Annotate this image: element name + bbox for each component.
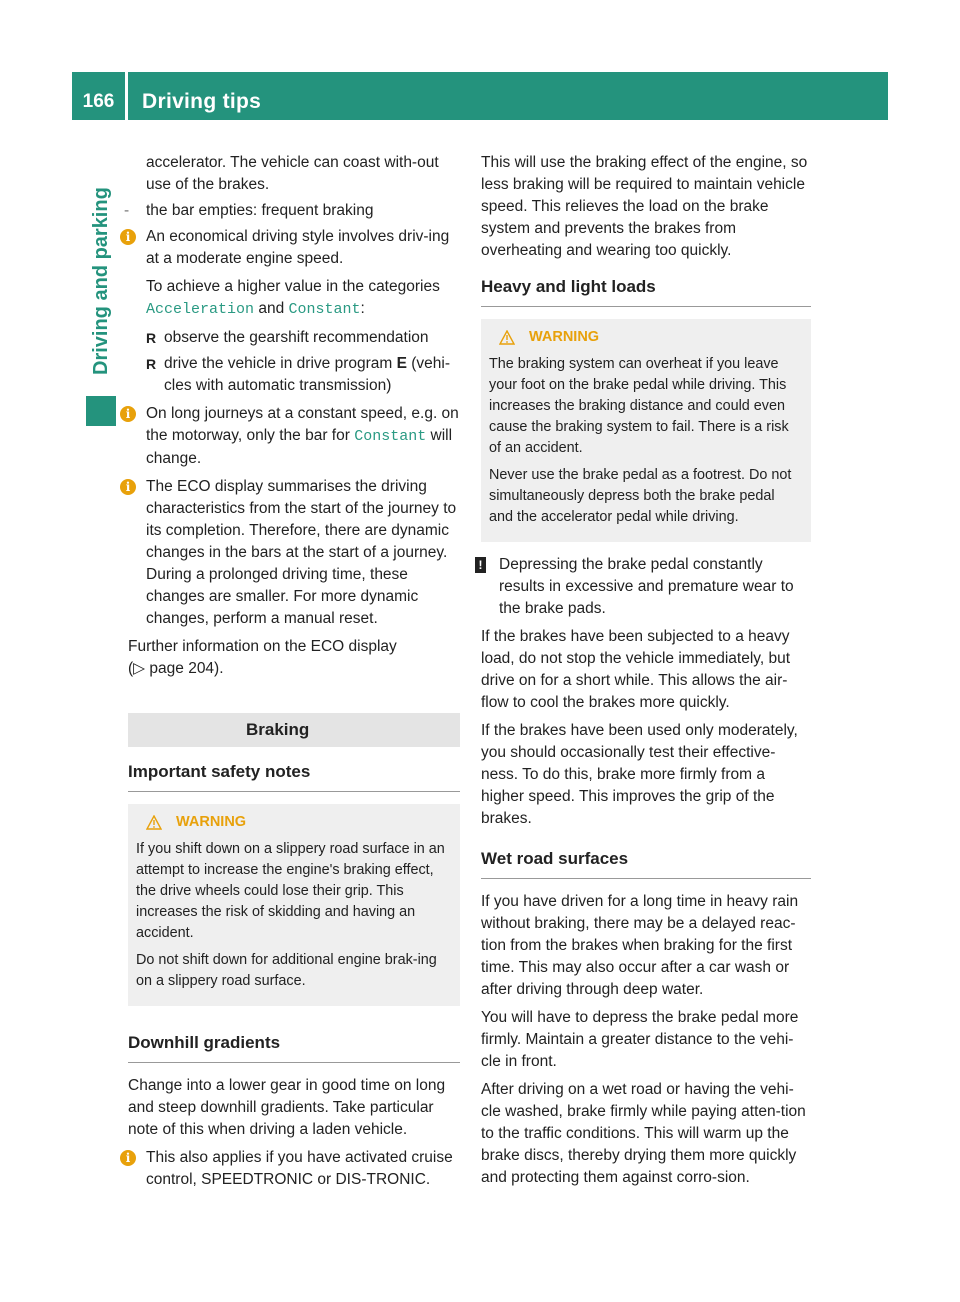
- note-item: ! Depressing the brake pedal constantly results in excessive and premature wear to the brake pads.: [481, 554, 811, 620]
- downhill-heading: Downhill gradients: [128, 1028, 460, 1063]
- page-number: 166: [82, 91, 115, 112]
- info-icon: i: [120, 479, 136, 495]
- page-reference-arrow: (▷: [128, 660, 146, 677]
- category-constant: Constant: [288, 301, 361, 318]
- info-note: i This also applies if you have activated cruise control, SPEEDTRONIC or DIS-TRONIC.: [128, 1147, 460, 1191]
- warning-box: [128, 804, 460, 1006]
- header-divider: [125, 72, 128, 120]
- wet-road-text: You will have to depress the brake pedal more firmly. Maintain a greater distance to the vehi-cle in front.: [481, 1009, 799, 1070]
- warning-box: [481, 319, 811, 542]
- category-acceleration: Acceleration: [146, 301, 255, 318]
- warning-text: Do not shift down for additional engine brak-ing on a slippery road surface.: [136, 952, 437, 989]
- bullet-item: R drive the vehicle in drive program E (vehi-cles with automatic transmission): [146, 355, 451, 394]
- moderate-use-text: If the brakes have been used only moderately, you should occasionally test their effective-ness. To do this, brake more firmly from a higher speed. This improves the grip of the brakes.: [481, 722, 798, 827]
- bullet-icon: R: [146, 356, 157, 372]
- right-column: [478, 152, 811, 1195]
- warning-text: The braking system can overheat if you leave your foot on the brake pedal while driving. This increases the braking distance and could even cause the braking system to fail. There is a risk of an accident.: [489, 356, 789, 456]
- section-title: Driving tips: [142, 90, 262, 113]
- wet-road-heading: Wet road surfaces: [481, 844, 811, 879]
- braking-heading: Braking: [128, 713, 460, 747]
- exclamation-icon: !: [475, 557, 486, 573]
- category-constant: Constant: [354, 428, 427, 445]
- info-text-categories: To achieve a higher value in the categories Acceleration and Constant:: [146, 278, 440, 318]
- info-icon: i: [120, 229, 136, 245]
- info-note: i The ECO display summarises the driving characteristics from the start of the journey to its completion. Therefore, there are dynamic changes in the bars at the start of a journey. During a prolonged driving time, these changes are smaller. For more dynamic changes, perform a manual reset.: [128, 476, 460, 630]
- bullet-item: R observe the gearshift recommendation: [146, 327, 460, 349]
- warning-text: Never use the brake pedal as a footrest. Do not simultaneously depress both the brake pedal and the accelerator pedal while driving.: [489, 467, 792, 525]
- page-reference[interactable]: [128, 658, 460, 680]
- wet-road-text: After driving on a wet road or having the vehi-cle washed, brake firmly while paying atten-tion to the traffic conditions. This will warm up the brake discs, thereby drying them more quickly and protecting them against corro-sion.: [481, 1081, 806, 1186]
- dash-marker: -: [124, 202, 130, 219]
- dash-item-text: the bar empties: frequent braking: [146, 202, 374, 219]
- info-icon: i: [120, 1150, 136, 1166]
- side-tab-marker: [86, 396, 116, 426]
- further-info-text: Further information on the ECO display: [128, 638, 397, 655]
- loads-heading: Heavy and light loads: [481, 272, 811, 307]
- heavy-load-text: If the brakes have been subjected to a heavy load, do not stop the vehicle immediately, but drive on for a short while. This allows the air-flow to cool the brakes more quickly.: [481, 628, 791, 711]
- continued-text: accelerator. The vehicle can coast with-out use of the brakes.: [146, 154, 439, 193]
- warning-title: WARNING: [136, 812, 450, 833]
- warning-title: WARNING: [489, 327, 801, 348]
- left-column: [124, 152, 460, 1197]
- safety-notes-heading: Important safety notes: [128, 757, 460, 792]
- info-text: An economical driving style involves driv-ing at a moderate engine speed.: [146, 228, 450, 267]
- info-note: [125, 226, 460, 397]
- page-reference-link[interactable]: page 204).: [149, 660, 224, 677]
- warning-triangle-icon: [499, 330, 515, 345]
- warning-text: If you shift down on a slippery road surface in an attempt to increase the engine's braking effect, the drive wheels could lose their grip. This increases the risk of skidding and having an accident.: [136, 841, 445, 941]
- downhill-text: Change into a lower gear in good time on long and steep downhill gradients. Take particular note of this when driving a laden vehicle.: [128, 1077, 446, 1138]
- info-icon: i: [120, 406, 136, 422]
- side-tab-label: Driving and parking: [90, 187, 112, 375]
- bullet-icon: R: [146, 330, 157, 346]
- warning-triangle-icon: [146, 815, 162, 830]
- info-note: i On long journeys at a constant speed, e.g. on the motorway, only the bar for Constant will change.: [128, 403, 460, 470]
- dash-list-item: [124, 200, 460, 222]
- wet-road-text: If you have driven for a long time in heavy rain without braking, there may be a delayed reac-tion from the brakes when braking for the first time. This may also occur after a car wash or after driving through deep water.: [481, 893, 799, 998]
- intro-text: This will use the braking effect of the engine, so less braking will be required to maintain vehicle speed. This relieves the load on the brake system and prevents the brakes from overheating and wearing too quickly.: [481, 154, 808, 259]
